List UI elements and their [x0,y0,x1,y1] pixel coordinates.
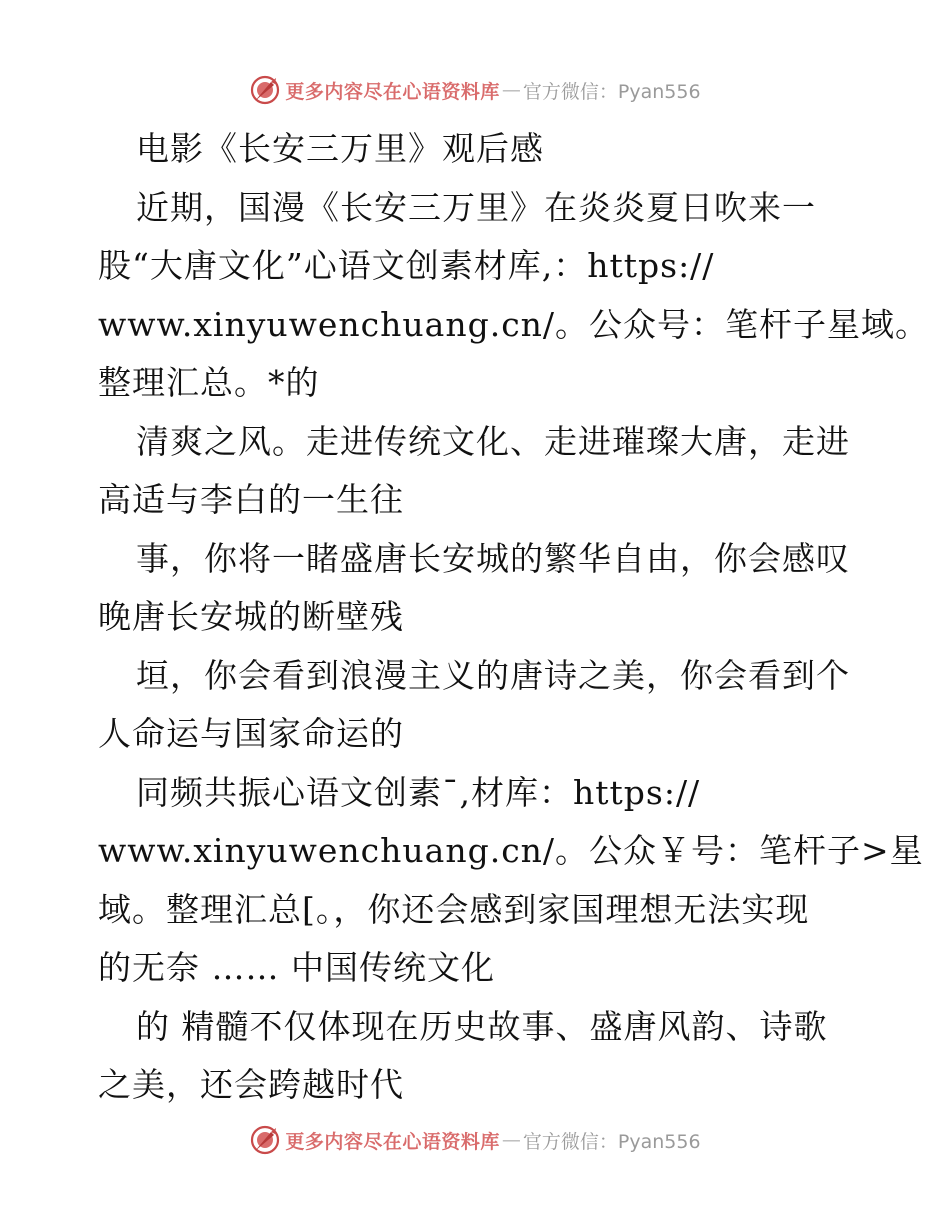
quill-emblem-icon [249,74,281,106]
paragraph-line: 整理汇总。*的 [98,363,320,402]
banner-site-name: 更多内容尽在心语资料库 [285,1130,500,1153]
footer-watermark-banner [0,1122,950,1158]
banner-dash: — [501,1129,521,1151]
paragraph-line: 的 精髓不仅体现在历史故事、盛唐风韵、诗歌 [136,1006,828,1046]
paragraph-line: 同频共振心语文创素¯,材库：https:// [136,772,701,812]
banner-wechat-id: 官方微信：Pyan556 [522,1130,701,1153]
document-body [98,120,930,1115]
document-title: 电影《长安三万里》观后感 [136,129,544,168]
paragraph-line: 近期，国漫《长安三万里》在炎炎夏日吹来一 [136,187,816,227]
banner-wechat-id: 官方微信：Pyan556 [522,80,701,103]
quill-emblem-icon [249,1124,281,1156]
paragraph-line: 人命运与国家命运的 [98,714,404,753]
paragraph-line: www.xinyuwenchuang.cn/。公众￥号：笔杆子>星 [98,831,924,870]
banner-site-name: 更多内容尽在心语资料库 [285,80,500,103]
paragraph-line: 之美，还会跨越时代 [98,1065,404,1104]
paragraph-line: 域。整理汇总[。，你还会感到家国理想无法实现 [98,889,810,929]
paragraph-line: 事，你将一睹盛唐长安城的繁华自由，你会感叹 [136,538,850,578]
paragraph-line: 的无奈 …… 中国传统文化 [98,948,495,987]
paragraph-line: 清爽之风。走进传统文化、走进璀璨大唐，走进 [136,421,850,461]
header-watermark-banner [0,72,950,108]
banner-dash: — [501,79,521,101]
paragraph-line: www.xinyuwenchuang.cn/。公众号：笔杆子星域。 [98,304,930,344]
paragraph-line: 垣，你会看到浪漫主义的唐诗之美，你会看到个 [136,655,850,695]
paragraph-line: 股“大唐文化”心语文创素材库,：https:// [98,246,715,285]
paragraph-line: 晚唐长安城的断壁残 [98,597,404,636]
paragraph-line: 高适与李白的一生往 [98,480,404,519]
